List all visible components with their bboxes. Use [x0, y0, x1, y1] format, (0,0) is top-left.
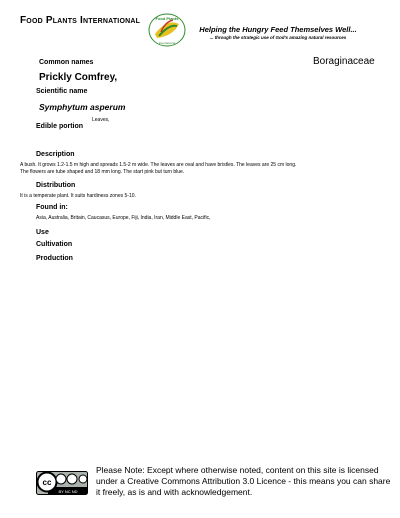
- cc-badge-text: cc: [42, 478, 52, 487]
- scientific-name: Symphytum asperum: [39, 102, 126, 112]
- distribution-label: Distribution: [36, 182, 76, 189]
- found-in-label: Found in:: [36, 204, 68, 211]
- brand-title: [20, 15, 140, 26]
- subtagline: ... through the strategic use of God's amazing natural resources: [209, 35, 347, 40]
- license-note: [96, 465, 396, 497]
- description-text: [20, 162, 390, 176]
- tagline: Helping the Hungry Feed Themselves Well...: [199, 25, 357, 34]
- food-plants-logo-icon: [147, 12, 187, 48]
- description-line-1: A bush. It grows 1.2-1.5 m high and spreads 1.5-2 m wide. The leaves are oval and have bristles. The leaves are 25 cm long.: [20, 162, 297, 168]
- distribution-text: It is a temperate plant. It suits hardiness zones 5-10.: [20, 193, 136, 199]
- logo-bottom-text: International: [158, 41, 176, 45]
- license-note-line-1: Please Note: Except where otherwise noted, content on this site is licensed: [96, 465, 379, 475]
- plant-family: Boraginaceae: [313, 56, 375, 67]
- found-in-text: Asia, Australia, Britain, Caucasus, Europe, Fiji, India, Iran, Middle East, Pacific,: [36, 215, 211, 221]
- logo-arc-text: Food Plants: [155, 16, 179, 21]
- license-note-line-2: under a Creative Commons Attribution 3.0 Licence - this means you can share: [96, 475, 391, 486]
- description-label: Description: [36, 151, 75, 158]
- description-line-2: The flowers are tube shaped and 18 mm long. The start pink but turn blue.: [20, 169, 185, 175]
- scientific-name-label: Scientific name: [36, 88, 88, 95]
- tagline-block: [188, 25, 368, 40]
- production-label: Production: [36, 255, 73, 262]
- brand-text: Food Plants International: [20, 15, 141, 26]
- license-note-line-3: it freely, as is and with acknowledgement.: [96, 486, 253, 497]
- common-names-label: Common names: [39, 59, 94, 66]
- creative-commons-by-nc-nd-icon: [36, 471, 88, 495]
- common-name: Prickly Comfrey,: [39, 72, 118, 83]
- cultivation-label: Cultivation: [36, 241, 73, 248]
- edible-portion-value: Leaves,: [92, 117, 110, 123]
- cc-badge-sub: BY NC ND: [58, 489, 78, 494]
- use-label: Use: [36, 229, 49, 236]
- edible-portion-label: Edible portion: [36, 123, 84, 130]
